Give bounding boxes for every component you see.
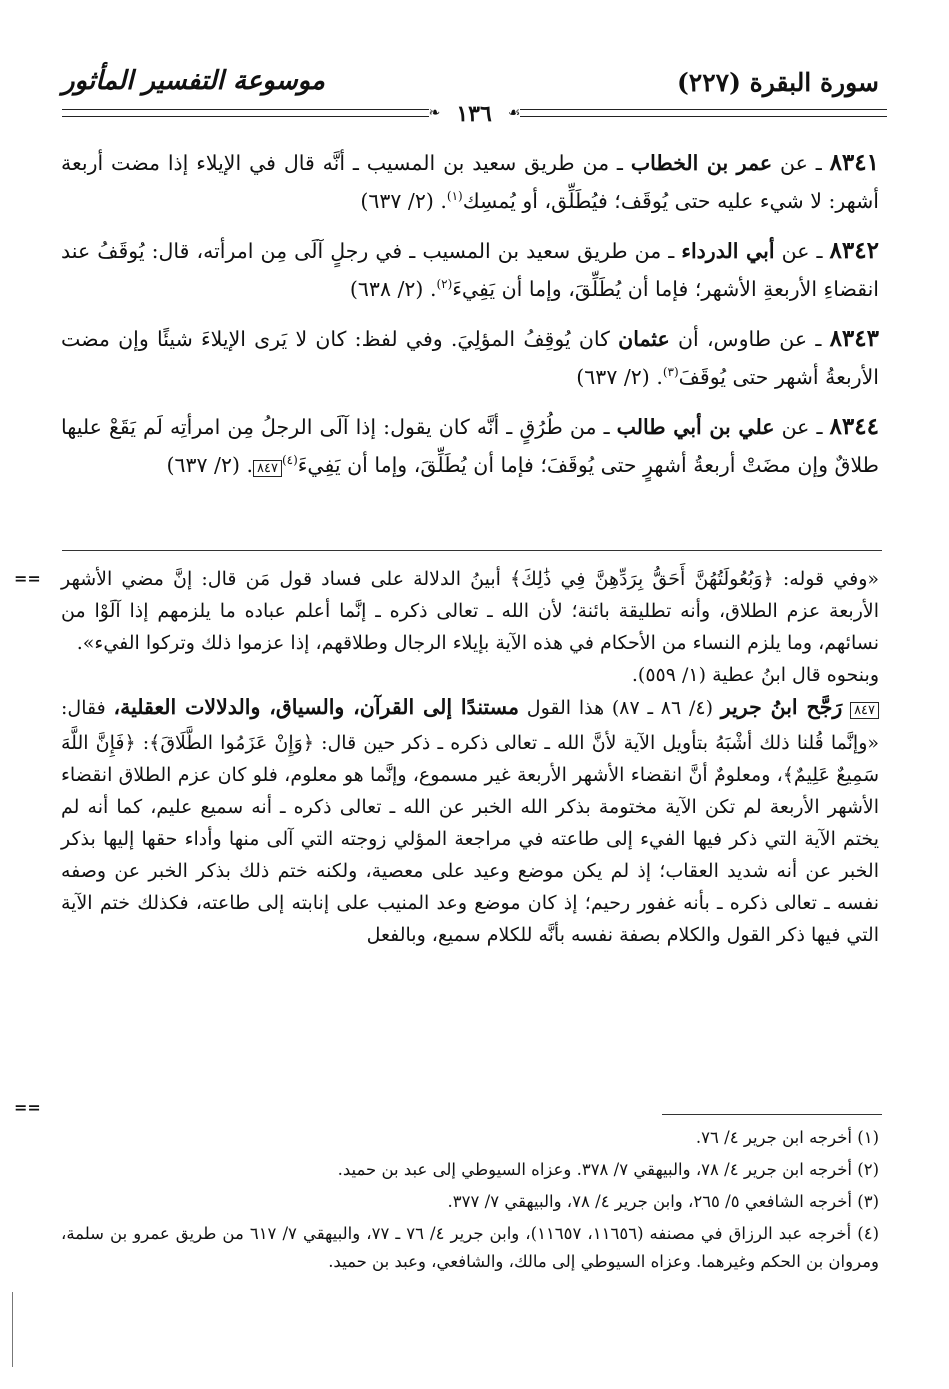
running-title-surah: سورة البقرة (٢٢٧)	[676, 68, 879, 97]
narrator-name: أبي الدرداء	[681, 239, 775, 263]
commentary-text: (٤/ ٨٦ ـ ٨٧) هذا القول	[526, 697, 713, 719]
footnote-separator	[662, 1114, 882, 1115]
page-number: ١٣٦	[456, 101, 492, 127]
footnote-marker[interactable]: (٣)	[662, 365, 679, 379]
hadith-entry: ٨٣٤٤ ـ عن علي بن أبي طالب ـ من طُرُقٍ ـ أنَّه كان يقول: إذا آلَى الرجلُ مِن امرأتِه لَم يَقَعْ عليها طلاقٌ وإن مضَتْ أربعةُ أشهرٍ حتى يُوقَفَ؛ فإما أن يُطَلِّقَ، وإما أن يَفِيءَ$^{(٤)}$٨٤٧. (٢/ ٦٣٧)	[61, 413, 879, 477]
ornament-icon: ❧	[428, 105, 441, 121]
entry-body: ـ من طُرُقٍ ـ أنَّه كان يقول: إذا آلَى الرجلُ مِن امرأتِه لَم يَقَعْ عليها طلاقٌ وإن مضَتْ أربعةُ أشهرٍ حتى يُوقَفَ؛ فإما أن يُطَلِّقَ، وإما أن يَفِيءَ	[61, 415, 879, 477]
narrator-name: علي بن أبي طالب	[616, 415, 775, 439]
ornamental-rule	[520, 109, 887, 117]
commentary-text: «وفي قوله: ﴿وَبُعُولَتُهُنَّ أَحَقُّ بِرَدِّهِنَّ فِي ذَٰلِكَ﴾ أبينُ الدلالة على فساد قول مَن قال: إنَّ مضي الأشهر الأربعة عزم الطلاق، وأنه تطليقة بائنة؛ لأن الله ـ تعالى ذكره ـ إنَّما أعلم عباده ما يلزمهم إذا آلَوْا من نسائهم، وما يلزم النساء من الأحكام في هذه الآية بإيلاء الرجال وطلاقهم، إذا عزموا ذلك وتركوا الفيء».	[61, 568, 879, 654]
page-number-bar	[62, 101, 887, 127]
commentary-paragraph	[61, 563, 879, 659]
entry-body: كان يُوقِفُ المؤلِيَ. وفي لفظ: كان لا يَرى الإيلاءَ شيئًا وإن مضت الأربعةُ أشهر حتى يُوقَفَ	[61, 327, 879, 389]
continuation-mark: ==	[14, 569, 41, 588]
commentary-paragraph	[61, 659, 879, 691]
hadith-entry: ٨٣٤٢ ـ عن أبي الدرداء ـ من طريق سعيد بن المسيب ـ في رجلٍ آلَى مِن امرأته، قال: يُوقَفُ عند انقضاءِ الأربعةِ الأشهر؛ فإما أن يُطَلِّقَ، وإما أن يَفِيءَ$^{(٢)}$. (٢/ ٦٣٨)	[61, 237, 879, 301]
footnote-marker[interactable]: (٢)	[436, 277, 453, 291]
page-edge-line	[12, 1292, 13, 1367]
source-reference: (٢/ ٦٣٧)	[576, 364, 650, 389]
commentary-block	[61, 563, 879, 951]
source-reference: (٢/ ٦٣٧)	[166, 452, 240, 477]
commentary-bold: رَجَّح ابنُ جرير	[720, 695, 843, 719]
entry-prefix: عن	[779, 151, 808, 175]
ornamental-rule	[62, 109, 429, 117]
commentary-text: فقال: «وإنَّما قُلنا ذلك أشْبَهُ بتأويل الآية لأنَّ الله ـ تعالى ذكره ـ ذكر حين قال: ﴿وَإِنْ عَزَمُوا الطَّلَاقَ﴾: ﴿فَإِنَّ اللَّهَ سَمِيعٌ عَلِيمٌ﴾، ومعلومٌ أنَّ انقضاء الأشهر الأربعة غير مسموع، وإنَّما هو معلوم، فلو كان عزم الطلاق انقضاء الأشهر الأربعة لم تكن الآية مختومة بذكر الله الخبر عن الله ـ تعالى ذكره ـ أنه سميع عليم، كما أنه لم يختم الآية التي ذكر فيها الفيء إلى طاعته في مراجعة المؤلي زوجته التي آلى منها وأداء حقها إليها بذكر الخبر عن أنه شديد العقاب؛ إذ لم يكن موضع وعيد على معصية، ولكنه ختم ذلك بذكر الخبر عن وصفه نفسه ـ تعالى ذكره ـ بأنه غفور رحيم؛ إذ كان موضع وعد المنيب على إنابته إلى طاعته، فكذلك ختم الآية التي فيها ذكر القول والكلام بصفة نفسه بأنَّه للكلام سميع، وبالفعل	[61, 697, 879, 946]
footnotes-block	[61, 1124, 879, 1276]
hadith-entry: ٨٣٤١ ـ عن عمر بن الخطاب ـ من طريق سعيد بن المسيب ـ أنَّه قال في الإيلاء إذا مضت أربعة أشهر: لا شيء عليه حتى يُوقَف؛ فيُطَلِّق، أو يُمسِك$^{(١)}$. (٢/ ٦٣٧)	[61, 149, 879, 213]
footnote-marker[interactable]: (٤)	[281, 453, 298, 467]
narrator-name: عثمان	[618, 327, 670, 351]
commentary-bold: مستندًا إلى القرآن، والسياق، والدلالات العقلية،	[113, 695, 519, 719]
commentary-tag[interactable]: ٨٤٧	[253, 460, 282, 477]
commentary-tag[interactable]: ٨٤٧	[850, 702, 879, 719]
source-reference: (٢/ ٦٣٨)	[349, 276, 424, 301]
commentary-text: وبنحوه قال ابنُ عطية (١/ ٥٥٩).	[631, 664, 879, 686]
running-title-book: موسوعة التفسير المأثور	[62, 66, 325, 96]
footnote: (٣) أخرجه الشافعي ٥/ ٢٦٥، وابن جرير ٤/ ٧٨، والبيهقي ٧/ ٣٧٧.	[447, 1192, 879, 1211]
entry-prefix: عن	[781, 239, 810, 263]
entry-prefix: عن	[781, 415, 810, 439]
footnote: (١) أخرجه ابن جرير ٤/ ٧٦.	[695, 1128, 879, 1147]
footnote: (٢) أخرجه ابن جرير ٤/ ٧٨، والبيهقي ٧/ ٣٧٨. وعزاه السيوطي إلى عبد بن حميد.	[337, 1160, 879, 1179]
section-separator	[62, 550, 882, 551]
narrator-name: عمر بن الخطاب	[630, 151, 773, 175]
entry-number: ٨٣٤٢	[829, 237, 879, 264]
footnote-marker[interactable]: (١)	[446, 189, 463, 203]
hadith-entry: ٨٣٤٣ ـ عن طاوس، أن عثمان كان يُوقِفُ المؤلِيَ. وفي لفظ: كان لا يَرى الإيلاءَ شيئًا وإن مضت الأربعةُ أشهر حتى يُوقَفَ$^{(٣)}$. (٢/ ٦٣٧)	[61, 325, 879, 389]
entry-prefix: عن طاوس، أن	[677, 327, 808, 351]
entry-number: ٨٣٤١	[829, 149, 879, 176]
commentary-paragraph	[61, 691, 879, 951]
footnote: (٤) أخرجه عبد الرزاق في مصنفه (١١٦٥٦، ١١٦٥٧)، وابن جرير ٤/ ٧٦ ـ ٧٧، والبيهقي ٧/ ٦١٧ من طريق عمرو بن سلمة، ومروان بن الحكم وغيرهما. وعزاه السيوطي إلى مالك، والشافعي، وعبد بن حميد.	[61, 1224, 879, 1271]
entry-number: ٨٣٤٣	[829, 325, 879, 352]
entry-body: ـ من طريق سعيد بن المسيب ـ في رجلٍ آلَى مِن امرأته، قال: يُوقَفُ عند انقضاءِ الأربعةِ الأشهر؛ فإما أن يُطَلِّقَ، وإما أن يَفِيءَ	[61, 239, 879, 301]
source-reference: (٢/ ٦٣٧)	[360, 188, 434, 213]
ornament-icon: ☙	[507, 105, 521, 121]
entry-body: ـ من طريق سعيد بن المسيب ـ أنَّه قال في الإيلاء إذا مضت أربعة أشهر: لا شيء عليه حتى يُوقَف؛ فيُطَلِّق، أو يُمسِك	[61, 151, 879, 213]
entry-number: ٨٣٤٤	[829, 413, 879, 440]
continuation-mark: ==	[14, 1098, 41, 1117]
